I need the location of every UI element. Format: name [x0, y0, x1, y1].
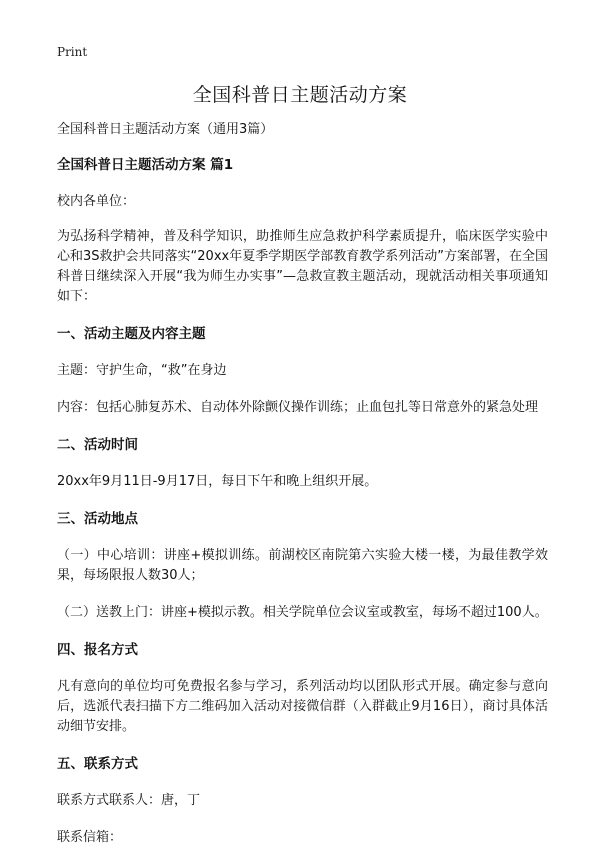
section-heading-time: 二、活动时间 — [57, 437, 138, 453]
section-heading-registration: 四、报名方式 — [57, 642, 138, 658]
section-paragraph: （二）送教上门：讲座+模拟示教。相关学院单位会议室或教室，每场不超过100人。 — [57, 605, 548, 620]
section-paragraph: （一）中心培训：讲座+模拟训练。前湖校区南院第六实验大楼一楼，为最佳教学效果，每场限报人数30人； — [57, 548, 548, 583]
document-body — [57, 120, 548, 865]
section-heading-location: 三、活动地点 — [57, 511, 138, 527]
page-title: 全国科普日主题活动方案 — [192, 84, 408, 106]
intro-paragraph: 为弘扬科学精神，普及科学知识，助推师生应急救护科学素质提升，临床医学实验中心和3S救护会共同落实“20xx年夏季学期医学部教育教学系列活动”方案部署，在全国科普日继续深入开展“我为师生办实事”—急救宣教主题活动，现就活动相关事项通知如下： — [57, 229, 549, 304]
salutation: 校内各单位： — [57, 194, 136, 209]
print-label: Print — [57, 45, 88, 59]
section-paragraph: 20xx年9月11日-9月17日，每日下午和晚上组织开展。 — [57, 474, 378, 489]
section-heading-contact: 五、联系方式 — [57, 756, 138, 772]
section-paragraph: 联系信箱： — [57, 830, 123, 845]
section-heading-theme: 一、活动主题及内容主题 — [57, 326, 206, 342]
section-paragraph: 内容：包括心肺复苏术、自动体外除颤仪操作训练；止血包扎等日常意外的紧急处理 — [57, 400, 539, 415]
document-subtitle: 全国科普日主题活动方案（通用3篇） — [57, 122, 274, 137]
section-paragraph: 凡有意向的单位均可免费报名参与学习，系列活动均以团队形式开展。确定参与意向后，选派代表扫描下方二维码加入活动对接微信群（入群截止9月16日），商讨具体活动细节安排。 — [57, 679, 548, 734]
section-paragraph: 主题：守护生命，“救”在身边 — [57, 363, 227, 378]
section-paragraph: 联系方式联系人：唐，丁 — [57, 793, 201, 808]
article-heading: 全国科普日主题活动方案 篇1 — [57, 157, 234, 173]
